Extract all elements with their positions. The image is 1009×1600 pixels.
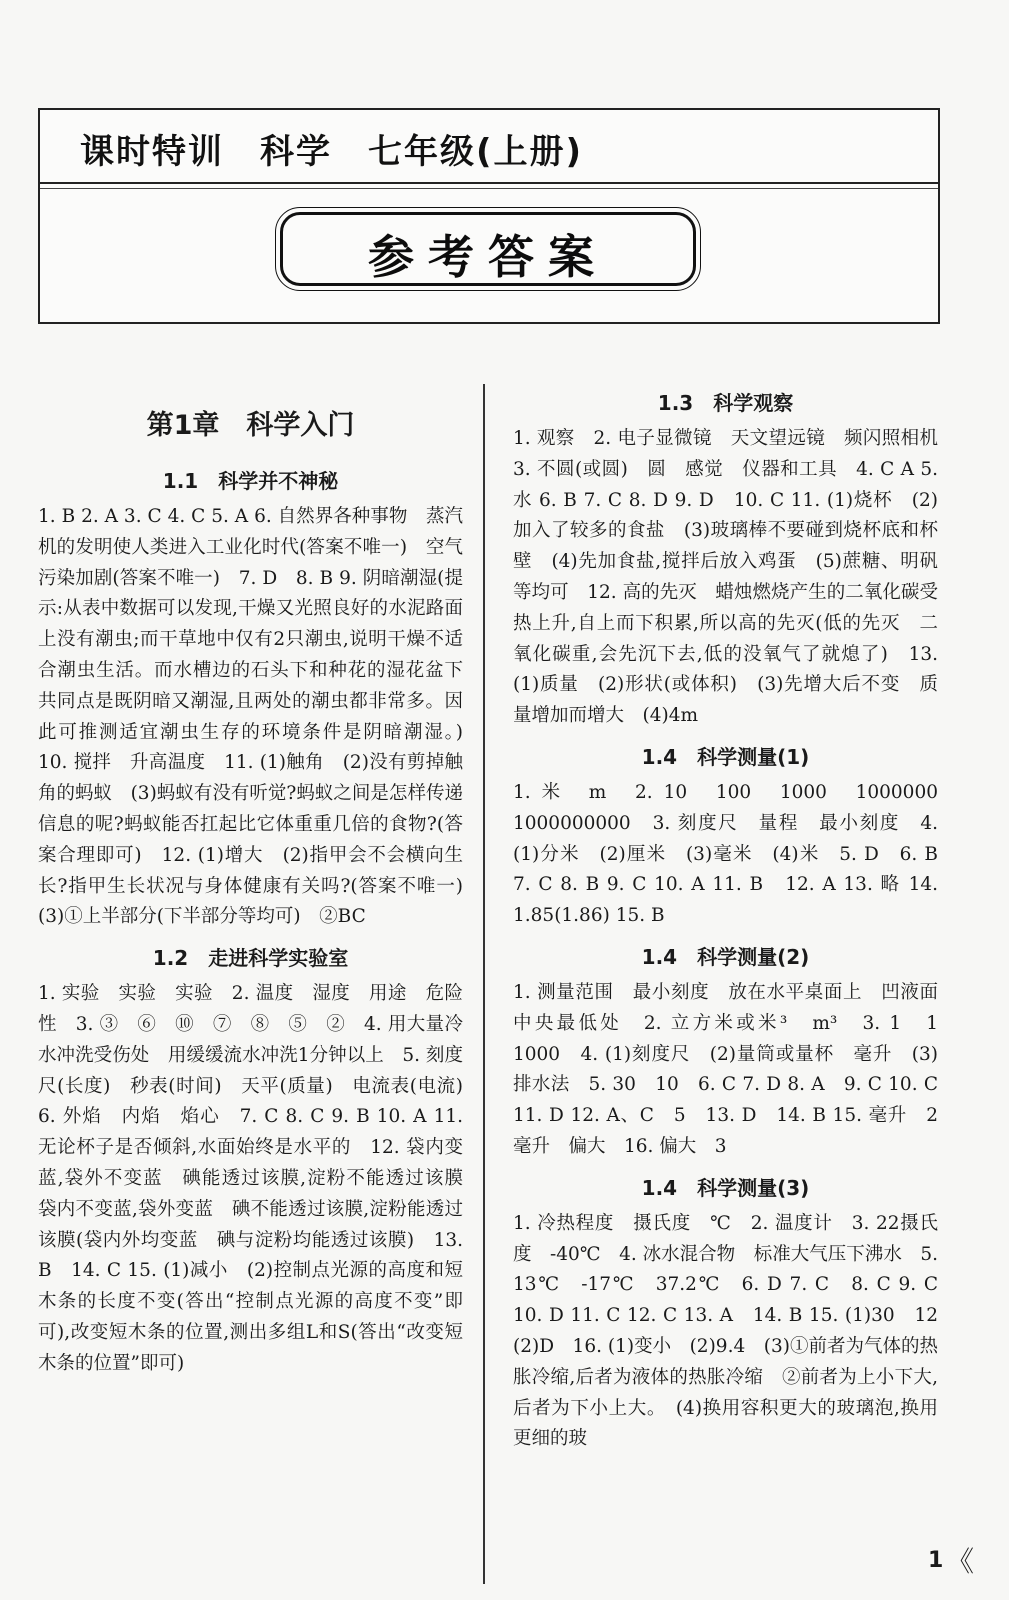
section-title: 1.4 科学测量(3) — [641, 1175, 810, 1200]
right-column — [513, 388, 957, 1455]
chapter-title: 第1章 科学入门 — [146, 410, 355, 441]
answer-text: 1. 冷热程度 摄氏度 ℃ 2. 温度计 3. 22摄氏度 -40℃ 4. 冰水混合物 标准大气压下沸水 5. 13℃ -17℃ 37.2℃ 6. D 7. C 8. C 9. C 10. D 11. C 12. C 13. A 14. B 15. (1)30 12 (2)D 16. (1)变小 (2)9.4 (3)①前者为气体的热胀冷缩,后者为液体的热胀冷缩 ②前者为上小下大,后者为下小上大。 (4)换用容积更大的玻璃泡,换用更细的玻 — [513, 1212, 957, 1450]
answer-text: 1. 实验 实验 实验 2. 温度 湿度 用途 危险性 3. ③ ⑥ ⑩ ⑦ ⑧ ⑤ ② 4. 用大量冷水冲洗受伤处 用缓缓流水冲洗1分钟以上 5. 刻度尺(长度) 秒表(时间) 天平(质量) 电流表(电流) 6. 外焰 内焰 焰心 7. C 8. C 9. B 10. A 11. 无论杯子是否倾斜,水面始终是水平的 12. 袋内变蓝,袋外不变蓝 碘能透过该膜,淀粉不能透过该膜 袋内不变蓝,袋外变蓝 碘不能透过该膜,淀粉能透过该膜(袋内外均变蓝 碘与淀粉均能透过该膜) 13. B 14. C 15. (1)减小 (2)控制点光源的高度和短木条的长度不变(答出“控制点光源的高度不变”即可),改变短木条的位置,测出多组L和S(答出“改变短木条的位置”即可) — [38, 983, 482, 1374]
page-number: 1 — [928, 1548, 944, 1573]
answer-text: 1. 米 m 2. 10 100 1000 1000000 1000000000 3. 刻度尺 量程 最小刻度 4. (1)分米 (2)厘米 (3)毫米 (4)米 5. D 6. B 7. C 8. B 9. C 10. A 11. B 12. A 13. 略 14. 1.85(1.86) 15. B — [513, 781, 957, 927]
section-title: 1.2 走进科学实验室 — [152, 946, 349, 971]
answer-title-frame — [280, 212, 696, 286]
header-divider — [40, 182, 938, 184]
page-arrow-icon: 《 — [946, 1545, 975, 1578]
answer-text: 1. 测量范围 最小刻度 放在水平桌面上 凹液面中央最低处 2. 立方米或米³ m³ 3. 1 1 1000 4. (1)刻度尺 (2)量筒或量杯 毫升 (3)排水法 5. 30 10 6. C 7. D 8. A 9. C 10. C 11. D 12. A、C 5 13. D 14. B 15. 毫升 2毫升 偏大 16. 偏大 3 — [513, 981, 957, 1157]
section-title: 1.3 科学观察 — [657, 391, 794, 415]
section-title: 1.1 科学并不神秘 — [162, 469, 339, 493]
answer-text: 1. 观察 2. 电子显微镜 天文望远镜 频闪照相机 3. 不圆(或圆) 圆 感觉 仪器和工具 4. C A 5. 水 6. B 7. C 8. D 9. D 10. C 11. (1)烧杯 (2)加入了较多的食盐 (3)玻璃棒不要碰到烧杯底和杯壁 (4)先加食盐,搅拌后放入鸡蛋 (5)蔗糖、明矾等均可 12. 高的先灭 蜡烛燃烧产生的二氧化碳受热上升,自上而下积累,所以高的先灭(低的先灭 二氧化碳重,会先沉下去,低的没氧气了就熄了) 13. (1)质量 (2)形状(或体积) (3)先增大后不变 质量增加而增大 (4)4m — [513, 428, 957, 727]
header-divider-thin — [40, 188, 938, 189]
answer-title: 参考答案 — [368, 230, 608, 284]
column-divider — [483, 384, 485, 1584]
book-title: 课时特训 科学 七年级(上册) — [80, 132, 584, 172]
left-column — [38, 392, 482, 1380]
section-title: 1.4 科学测量(2) — [641, 944, 810, 969]
section-title: 1.4 科学测量(1) — [641, 744, 810, 769]
answer-text: 1. B 2. A 3. C 4. C 5. A 6. 自然界各种事物 蒸汽机的发明使人类进入工业化时代(答案不唯一) 空气污染加剧(答案不唯一) 7. D 8. B 9. 阴暗潮湿(提示:从表中数据可以发现,干燥又光照良好的水泥路面上没有潮虫;而干草地中仅有2只潮虫,说明干燥不适合潮虫生活。而水槽边的石头下和种花的湿花盆下共同点是既阴暗又潮湿,且两处的潮虫都非常多。因此可推测适宜潮虫生存的环境条件是阴暗潮湿。) 10. 搅拌 升高温度 11. (1)触角 (2)没有剪掉触角的蚂蚁 (3)蚂蚁有没有听觉?蚂蚁之间是怎样传递信息的呢?蚂蚁能否扛起比它体重重几倍的食物?(答案合理即可) 12. (1)增大 (2)指甲会不会横向生长?指甲生长状况与身体健康有关吗?(答案不唯一) (3)①上半部分(下半部分等均可) ②BC — [38, 506, 482, 928]
header-box — [38, 108, 940, 324]
